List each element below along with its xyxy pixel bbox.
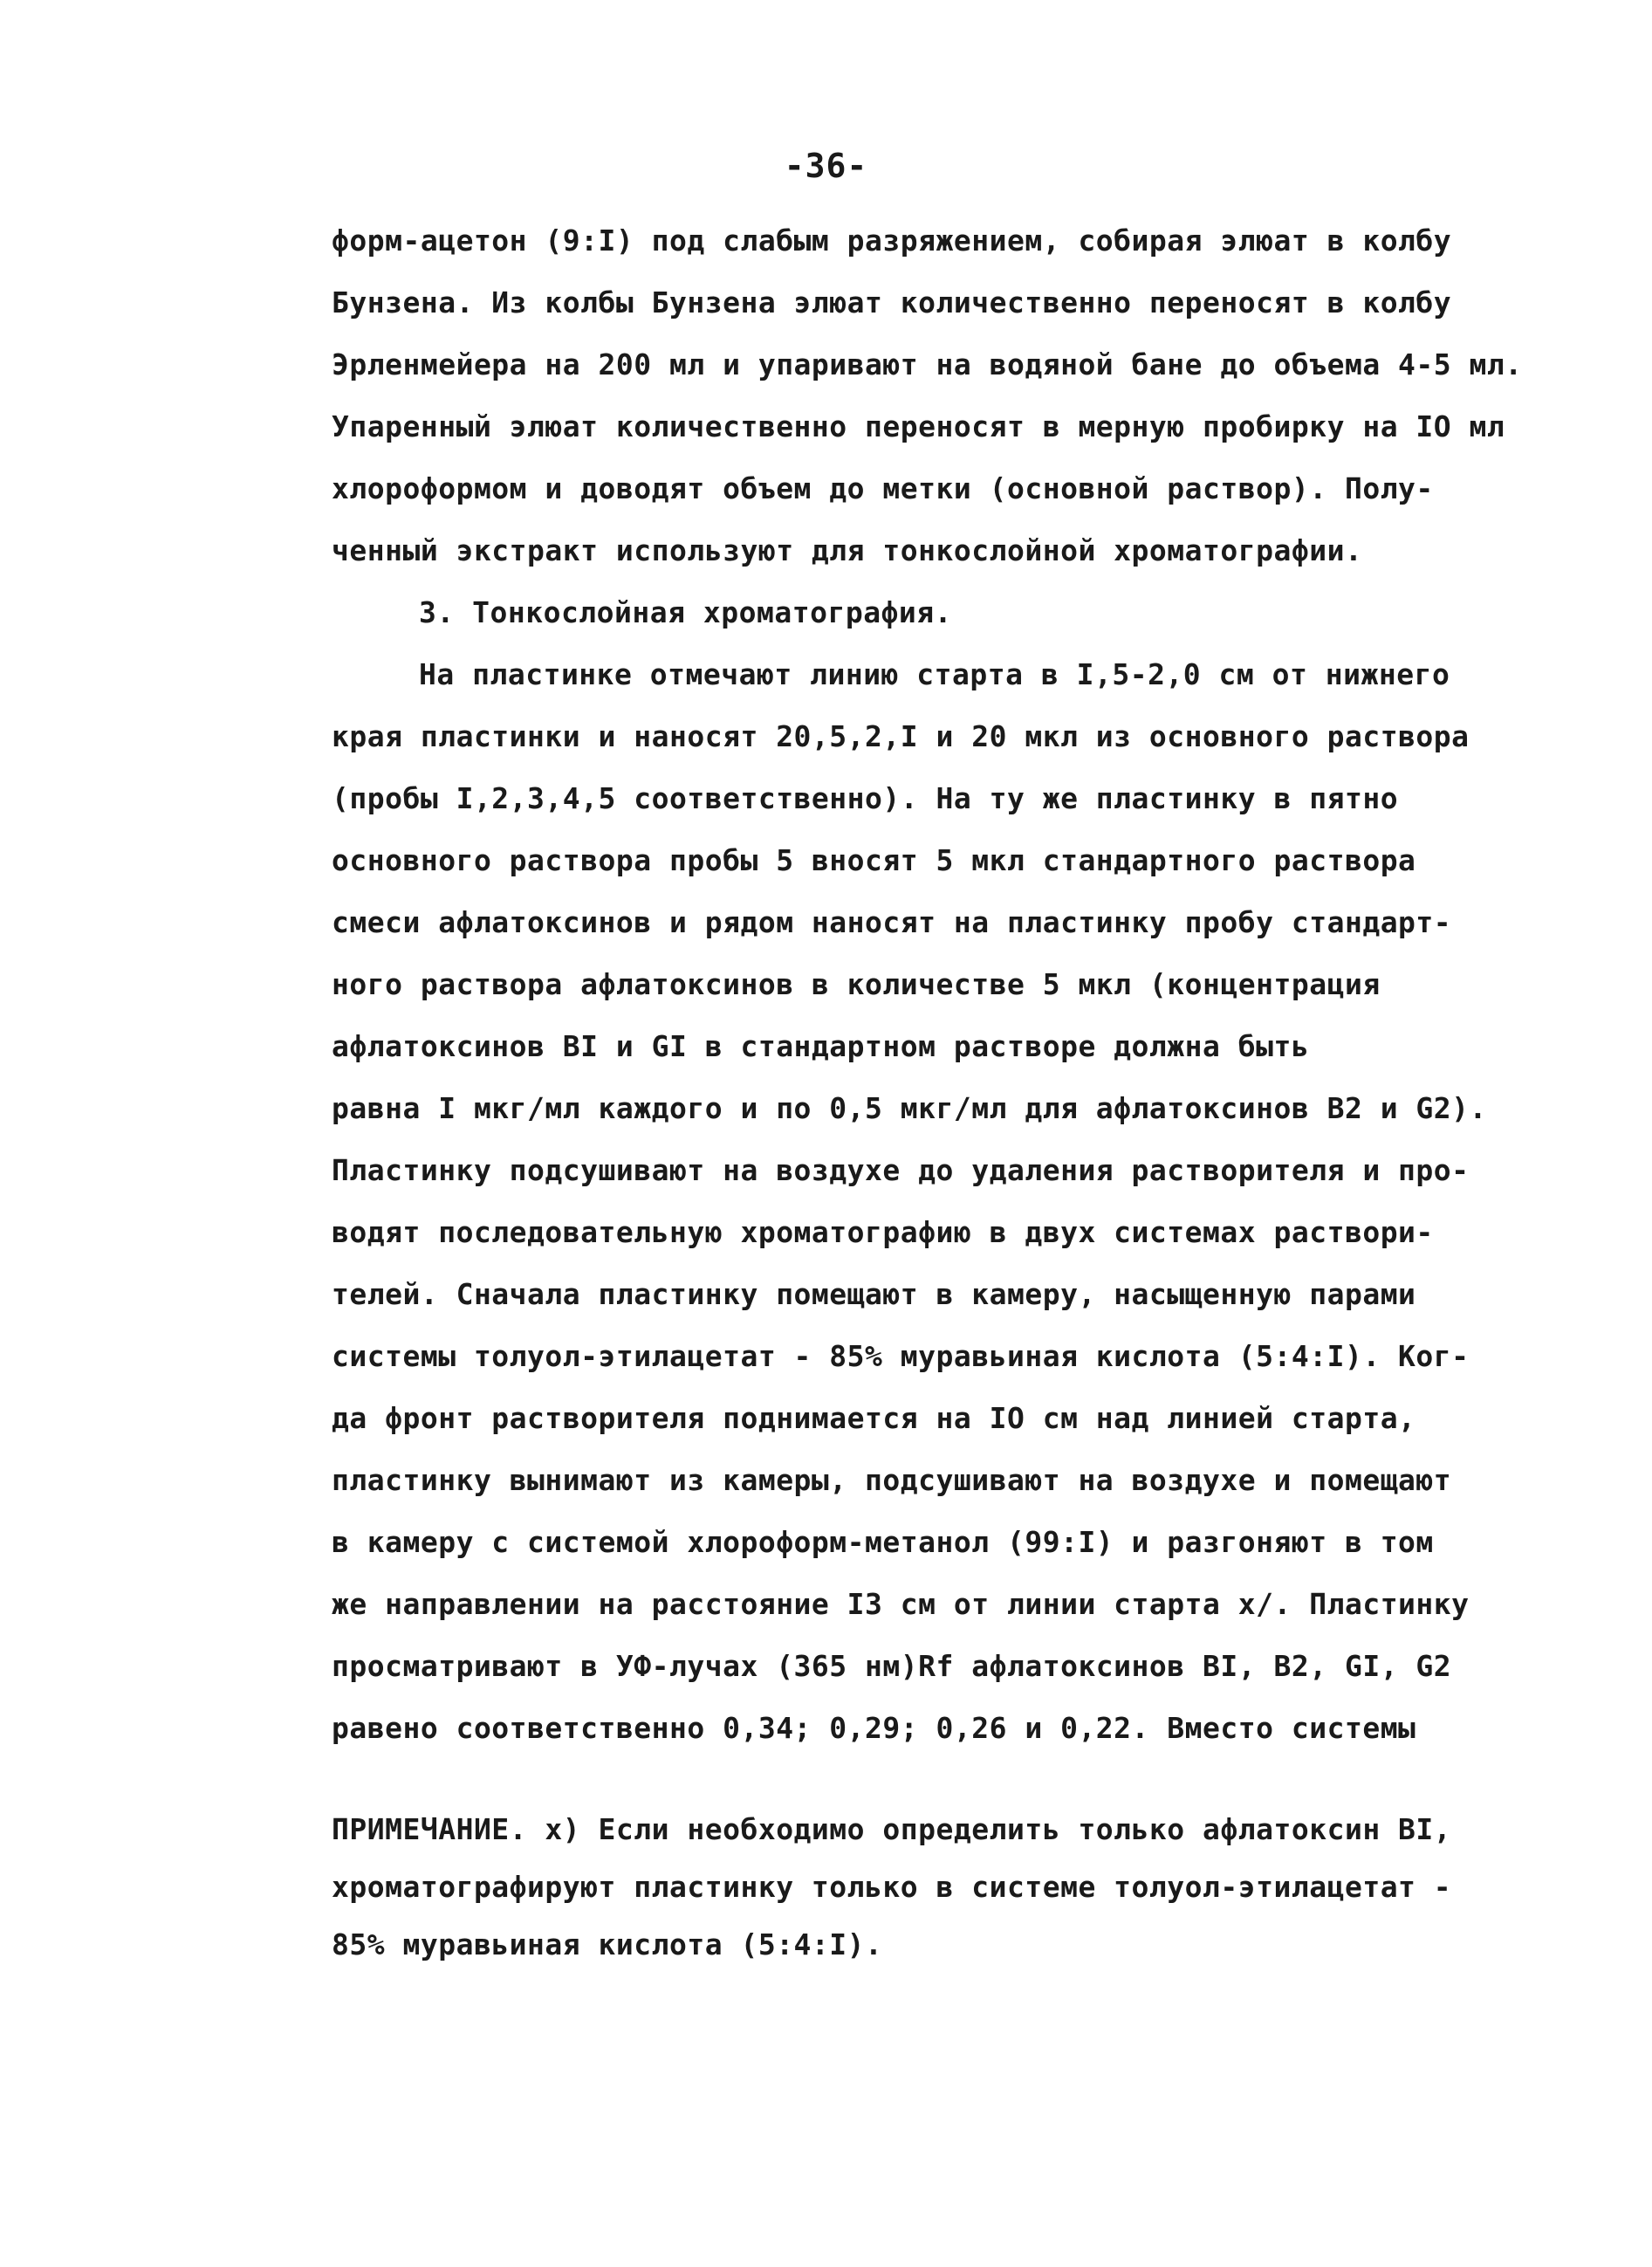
footnote-line: хроматографируют пластинку только в системе толуол-этилацетат - xyxy=(332,1870,1452,1904)
footnote xyxy=(332,1801,1580,1974)
text-line: Пластинку подсушивают на воздухе до удаления растворителя и про- xyxy=(332,1153,1470,1187)
text-line: водят последовательную хроматографию в двух системах раствори- xyxy=(332,1215,1434,1249)
text-line: пластинку вынимают из камеры, подсушивают на воздухе и помещают xyxy=(332,1463,1452,1497)
text-line: телей. Сначала пластинку помещают в камеру, насыщенную парами xyxy=(332,1277,1416,1311)
text-line: На пластинке отмечают линию старта в I,5-2,0 см от нижнего xyxy=(419,657,1450,691)
text-line: в камеру с системой хлороформ-метанол (99:I) и разгоняют в том xyxy=(332,1525,1434,1559)
text-line: Упаренный элюат количественно переносят в мерную пробирку на IO мл xyxy=(332,409,1505,443)
text-line: ченный экстракт используют для тонкослойной хроматографии. xyxy=(332,533,1363,567)
text-line: (пробы I,2,3,4,5 соответственно). На ту же пластинку в пятно xyxy=(332,781,1399,815)
text-line: равено соответственно 0,34; 0,29; 0,26 и 0,22. Вместо системы xyxy=(332,1711,1416,1745)
text-line: просматривают в УФ-лучах (365 нм)Rf афлатоксинов BI, B2, GI, G2 xyxy=(332,1649,1452,1683)
text-line: форм-ацетон (9:I) под слабым разряжением, собирая элюат в колбу xyxy=(332,223,1452,258)
text-line: же направлении на расстояние I3 см от линии старта x/. Пластинку xyxy=(332,1587,1470,1621)
text-line: основного раствора пробы 5 вносят 5 мкл стандартного раствора xyxy=(332,843,1416,877)
paragraph-tlc xyxy=(332,643,1580,1759)
text-line: Эрленмейера на 200 мл и упаривают на водяной бане до объема 4-5 мл. xyxy=(332,347,1523,381)
document-body xyxy=(332,210,1580,1974)
section-heading: 3. Тонкослойная хроматография. xyxy=(419,595,953,629)
page-number: -36- xyxy=(784,147,868,185)
footnote-line: 85% муравьиная кислота (5:4:I). xyxy=(332,1927,883,1961)
text-line: равна I мкг/мл каждого и по 0,5 мкг/мл для афлатоксинов B2 и G2). xyxy=(332,1091,1487,1125)
text-line: хлороформом и доводят объем до метки (основной раствор). Полу- xyxy=(332,471,1434,505)
footnote-line: ПРИМЕЧАНИЕ. x) Если необходимо определить только афлатоксин BI, xyxy=(332,1812,1452,1846)
text-line: афлатоксинов BI и GI в стандартном растворе должна быть xyxy=(332,1029,1310,1063)
text-line: да фронт растворителя поднимается на IO см над линией старта, xyxy=(332,1401,1416,1435)
text-line: края пластинки и наносят 20,5,2,I и 20 мкл из основного раствора xyxy=(332,719,1470,753)
spacer xyxy=(332,1759,1580,1801)
text-line: Бунзена. Из колбы Бунзена элюат количественно переносят в колбу xyxy=(332,285,1452,319)
text-line: системы толуол-этилацетат - 85% муравьиная кислота (5:4:I). Ког- xyxy=(332,1339,1470,1373)
text-line: ного раствора афлатоксинов в количестве 5 мкл (концентрация xyxy=(332,967,1381,1001)
text-line: смеси афлатоксинов и рядом наносят на пластинку пробу стандарт- xyxy=(332,905,1452,939)
paragraph-extraction xyxy=(332,210,1580,581)
